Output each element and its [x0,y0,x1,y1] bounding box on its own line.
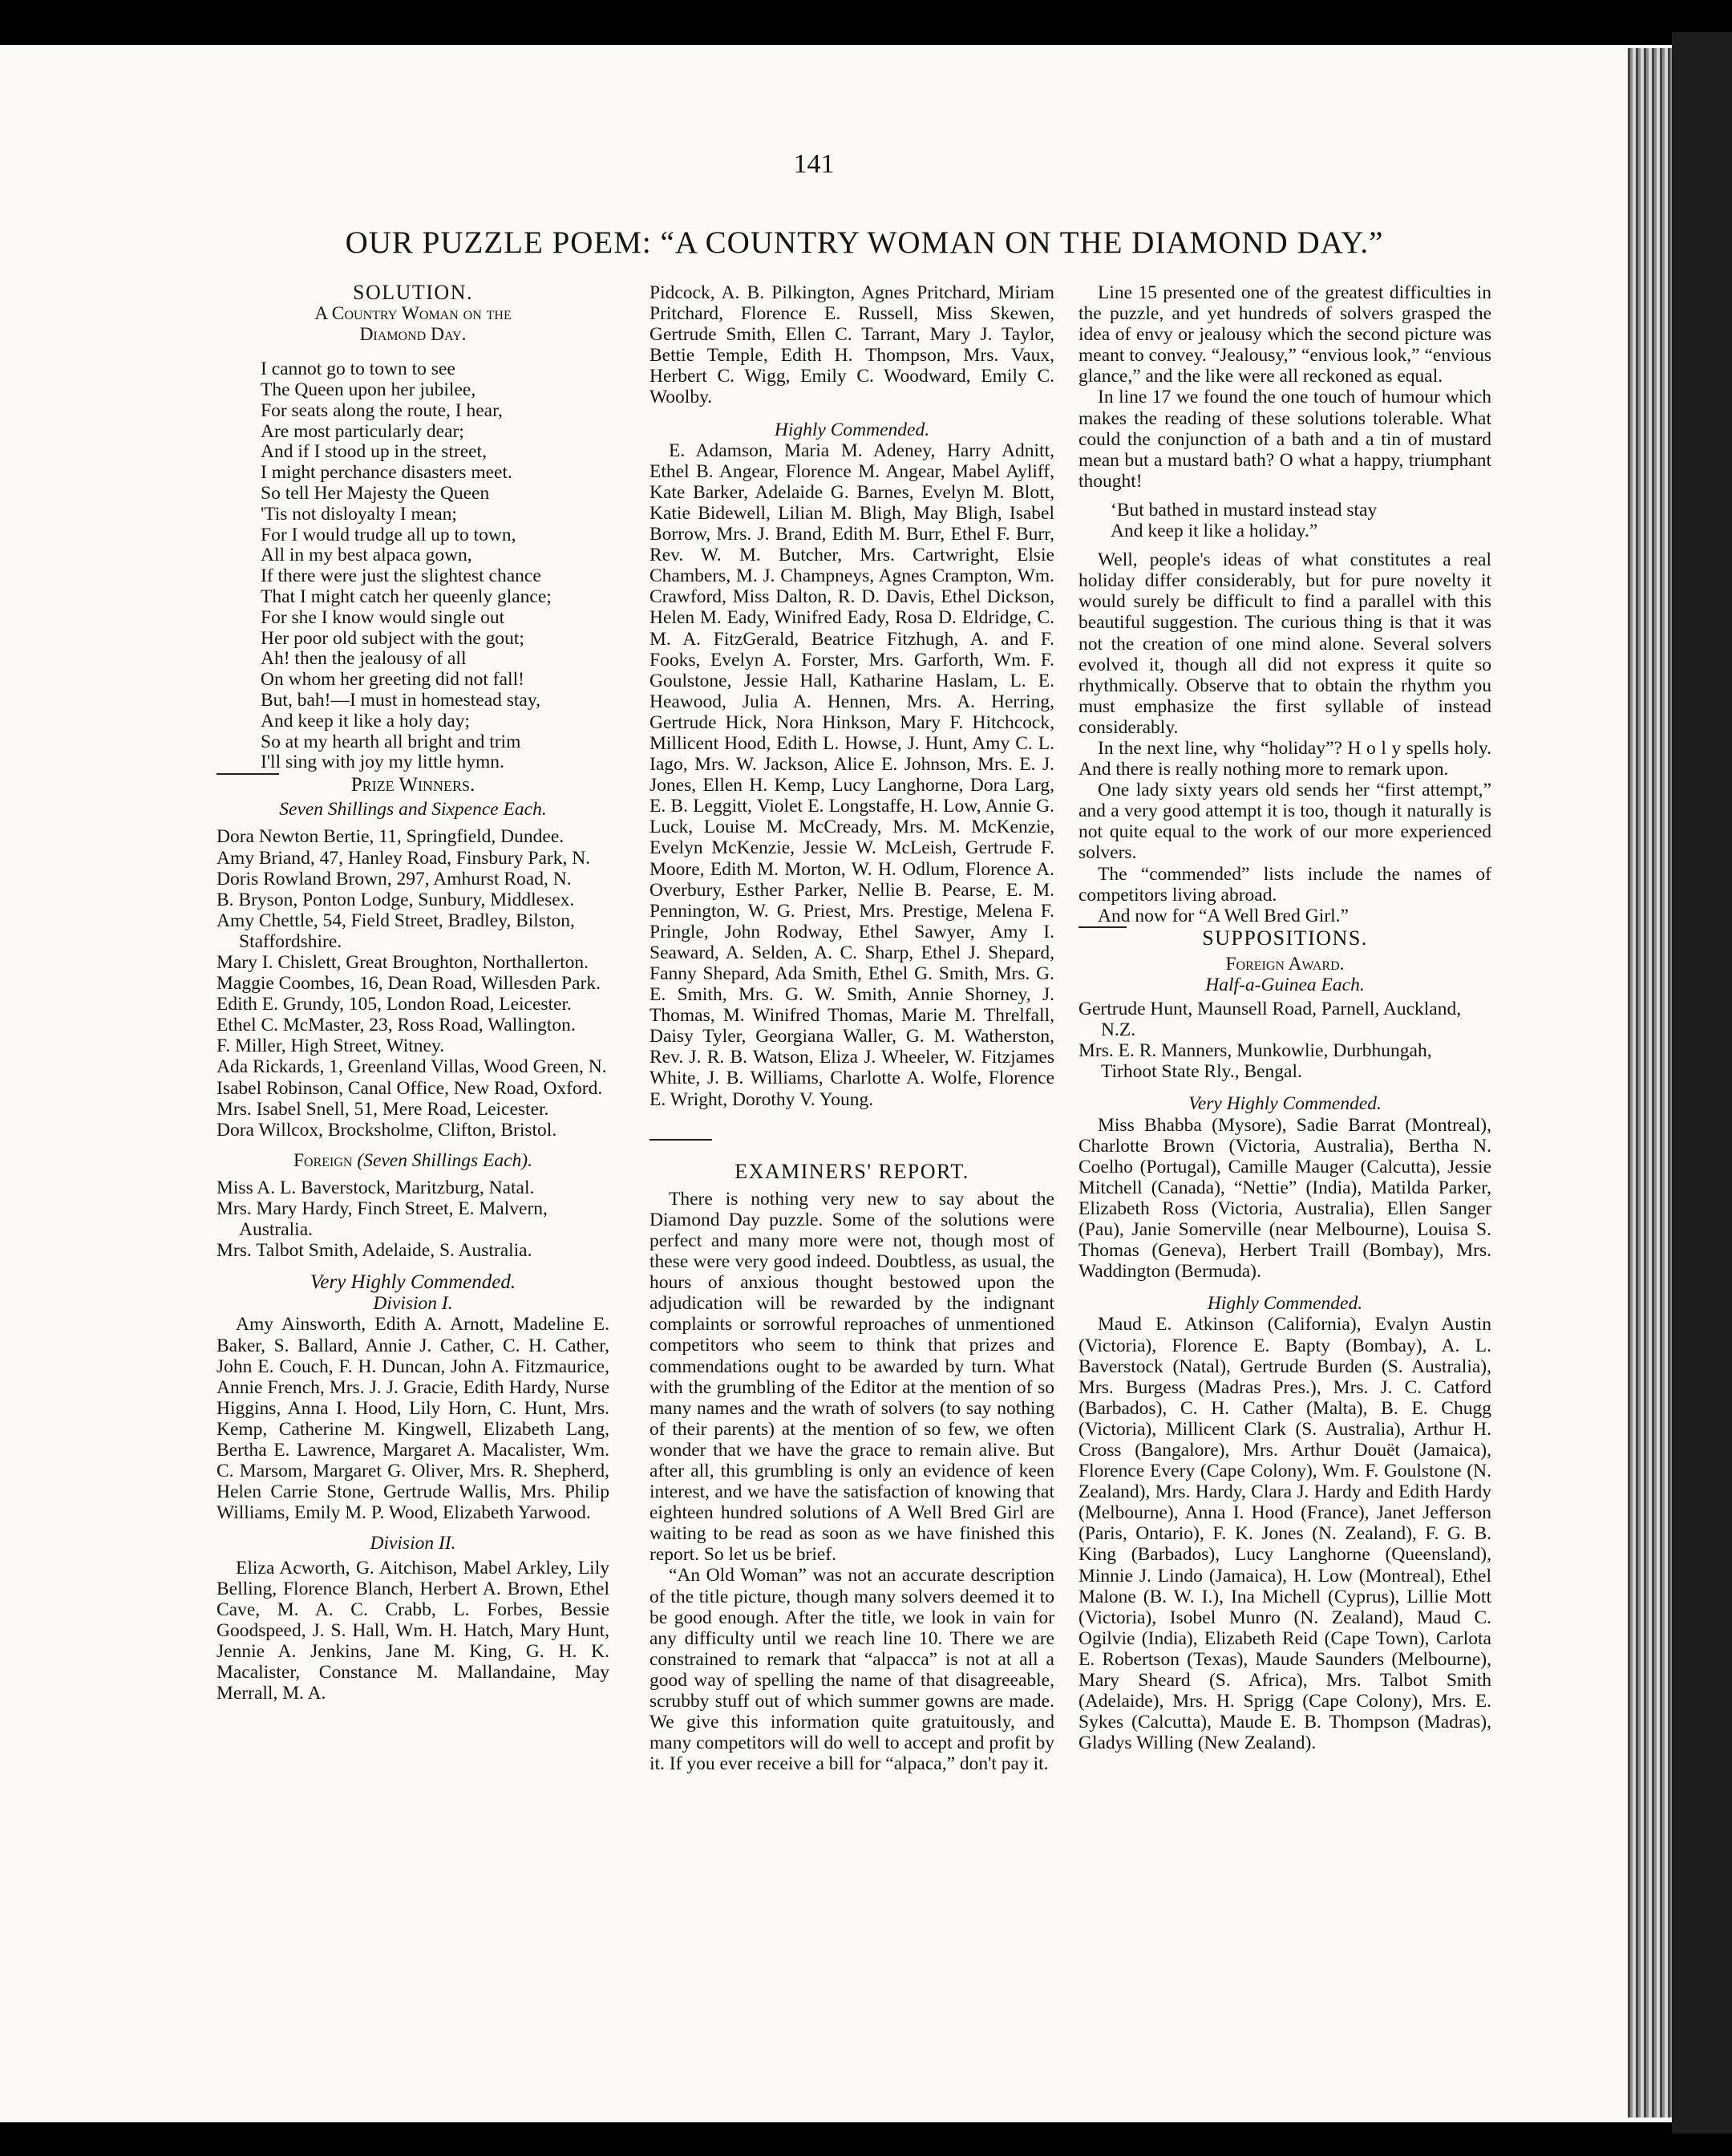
poem-line: For I would trudge all up to town, [261,524,516,545]
prize-winners-heading: Prize Winners. [350,774,475,796]
report-quote-line-1: ‘But bathed in mustard instead stay [1111,499,1378,521]
page-number: 141 [793,149,835,179]
prize-winners-list [216,826,609,1140]
foreign-label: Foreign [293,1149,353,1171]
prize-winner-entry: F. Miller, High Street, Witney. [216,1035,445,1057]
report-paragraph-7: One lady sixty years old sends her “first attempt,” and a very good attempt it is too, though it naturally is not quite equal to the work of our more experienced solvers. [1078,780,1491,864]
division-2-label: Division II. [370,1533,456,1554]
poem-title-line-2: Diamond Day. [359,324,467,346]
foreign-winner-entry: Miss A. L. Baverstock, Maritzburg, Natal. [216,1177,535,1198]
foreign-amount: (Seven Shillings Each). [357,1149,532,1171]
division-1-label: Division I. [373,1293,453,1315]
poem-line: On whom her greeting did not fall! [261,669,524,691]
prize-winner-entry: Mrs. Isabel Snell, 51, Mere Road, Leicester. [216,1098,549,1120]
prize-winner-entry: Edith E. Grundy, 105, London Road, Leicester. [216,994,572,1015]
poem-line: Her poor old subject with the gout; [261,627,524,649]
poem-title-line-1: A Country Woman on the [314,303,512,325]
foreign-winner-entry: Mrs. Talbot Smith, Adelaide, S. Australia. [216,1240,532,1262]
column-2 [650,282,1054,1774]
suppositions-heading: SUPPOSITIONS. [1202,926,1368,950]
report-paragraph-4: In line 17 we found the one touch of humour which makes the reading of these solutions tolerable. What could the conjunction of a bath and a tin of mustard mean but a mustard bath? O what a happy, triumphant thought! [1078,387,1491,492]
prize-winner-entry: Amy Chettle, 54, Field Street, Bradley, Bilston, Staffordshire. [216,910,575,952]
poem-line: So at my hearth all bright and trim [261,731,521,752]
poem-line: I cannot go to town to see [261,359,455,380]
hc-list: E. Adamson, Maria M. Adeney, Harry Adnitt, Ethel B. Angear, Florence M. Angear, Mabel Ayliff, Kate Barker, Adelaide G. Barnes, Evelyn M. Blott, Katie Bidewell, Lilian M. Bligh, May Bligh, Isabel Borrow, Mrs. J. Brand, Edith M. Burr, Ethel F. Burr, Rev. W. M. Butcher, Mrs. Cartwright, Elsie Chambers, M. J. Champneys, Agnes Crampton, Wm. Crawford, Miss Dalton, R. D. Davis, Ethel Dickson, Helen M. Eady, Winifred Eady, Rosa D. Eldridge, C. M. A. FitzGerald, Beatrice Fitzhugh, A. and F. Fooks, Evelyn A. Forster, Mrs. Garforth, Wm. F. Goulstone, Jessie Hall, Katharine Haslam, L. E. Heawood, Julia A. Hennen, Mrs. A. Herring, Gertrude Hick, Nora Hinkson, Mary F. Hitchcock, Millicent Hood, Edith L. Howse, J. Hunt, Amy C. L. Iago, Mrs. W. Jackson, Alice E. Johnson, Mrs. E. J. Jones, Ellen H. Kemp, Lucy Langhorne, Dora Larg, E. B. Leggitt, Violet E. Longstaffe, H. Low, Annie G. Luck, Louise M. McCready, Mrs. M. McKenzie, Evelyn McKenzie, Jessie W. McLeish, Gertrude F. Moore, Edith M. Morton, W. H. Odlum, Florence A. Overbury, Esther Parker, Nellie B. Pearse, E. M. Pennington, W. G. Priest, Mrs. Prestige, Melena F. Pringle, John Rodway, Ethel Sawyer, Amy I. Seaward, A. Selden, A. C. Sharp, Ethel J. Shepard, Fanny Shepard, Ada Smith, Ethel G. Smith, Mrs. G. E. Smith, Mrs. G. W. Smith, Annie Shorney, J. Thomas, M. Winifred Thomas, Marie M. Threlfall, Daisy Tyler, Georgiana Waller, G. M. Watherston, Rev. J. R. B. Watson, Eliza J. Wheeler, W. Fitzjames White, J. B. Williams, Charlotte A. Wolfe, Florence E. Wright, Dorothy V. Young. [650,440,1054,1110]
poem-line: The Queen upon her jubilee, [261,379,476,401]
report-quote-line-2: And keep it like a holiday.” [1111,521,1318,542]
poem-line: For seats along the route, I hear, [261,399,503,421]
poem-line: I might perchance disasters meet. [261,462,512,484]
poem-line: And if I stood up in the street, [261,441,487,463]
poem-line: If there were just the slightest chance [261,565,541,587]
report-paragraph-5: Well, people's ideas of what constitutes a real holiday differ considerably, but for pure novelty it would surely be difficult to find a parallel with this beautiful suggestion. The curious thing is that it was not the creation of one mind alone. Several solvers evolved it, though all did not express it quite so rhythmically. Observe that to obtain the rhythm you must emphasize the first syllable of instead considerably. [1078,549,1491,738]
poem-line: All in my best alpaca gown, [261,545,472,566]
poem-line: So tell Her Majesty the Queen [261,483,490,505]
poem-line: Ah! then the jealousy of all [261,648,467,670]
foreign-winners-list [216,1177,609,1261]
page-edge [1672,32,1732,2134]
division-2-list: Eliza Acworth, G. Aitchison, Mabel Arkley, Lily Belling, Florence Blanch, Herbert A. Brown, Ethel Cave, M. A. C. Crabb, L. Forbes, Bessie Goodspeed, J. S. Hall, Wm. H. Hatch, Mary Hunt, Jennie A. Jenkins, Jane M. King, G. H. K. Macalister, Constance M. Mallandaine, May Merrall, M. A. [216,1557,609,1704]
division-1-list: Amy Ainsworth, Edith A. Arnott, Madeline E. Baker, S. Ballard, Annie J. Cather, C. H. Cather, John E. Couch, F. H. Duncan, John A. Fitzmaurice, Annie French, Mrs. J. J. Gracie, Edith Hardy, Nurse Higgins, Anna I. Hood, Lily Horn, C. Hunt, Mrs. Kemp, Catherine M. Kingwell, Elizabeth Lang, Bertha E. Lawrence, Margaret A. Macalister, Wm. C. Marsom, Margaret G. Oliver, Mrs. R. Shepherd, Helen Carrie Stone, Gertrude Wallis, Mrs. Philip Williams, Emily M. P. Wood, Elizabeth Yarwood. [216,1314,609,1524]
supp-hc-list: Maud E. Atkinson (California), Evalyn Austin (Victoria), Florence E. Bapty (Bombay), A. L. Baverstock (Natal), Gertrude Burden (S. Australia), Mrs. Burgess (Madras Pres.), Mrs. J. C. Catford (Barbados), C. H. Cather (Malta), B. E. Chugg (Victoria), Millicent Clark (S. Australia), Arthur H. Cross (Bangalore), Mrs. Arthur Douët (Jamaica), Florence Every (Cape Colony), Wm. F. Goulstone (N. Zealand), Mrs. Hardy, Clara J. Hardy and Edith Hardy (Melbourne), Anna I. Hood (France), Janet Jefferson (Paris, Ontario), F. K. Jones (N. Zealand), F. G. B. King (Barbados), Lucy Langhorne (Queensland), Minnie J. Lindo (Jamaica), H. Low (Montreal), Ethel Malone (B. W. I.), Ina Michell (Cyprus), Lillie Mott (Victoria), Isobel Munro (N. Zealand), Maud C. Ogilvie (India), Elizabeth Reid (Cape Town), Carlota E. Robertson (Texas), Maude Saunders (Melbourne), Mary Sheard (S. Africa), Mrs. Talbot Smith (Adelaide), Mrs. H. Sprigg (Cape Colony), Mrs. E. Sykes (Calcutta), Maude E. B. Thompson (Madras), Gladys Willing (New Zealand). [1078,1314,1491,1754]
prize-winner-entry: Ethel C. McMaster, 23, Ross Road, Wallington. [216,1015,576,1036]
vhc-heading: Very Highly Commended. [310,1271,516,1294]
foreign-award-entry: Mrs. E. R. Manners, Munkowlie, Durbhungah, Tirhoot State Rly., Bengal. [1078,1040,1432,1083]
poem-line: But, bah!—I must in homestead stay, [261,690,540,711]
foreign-winner-entry: Mrs. Mary Hardy, Finch Street, E. Malvern, Australia. [216,1198,548,1241]
column-3 [1078,282,1491,1753]
supp-hc-heading: Highly Commended. [1207,1293,1363,1315]
solution-heading: SOLUTION. [353,281,473,304]
prize-winner-entry: Mary I. Chislett, Great Broughton, Northallerton. [216,951,589,973]
report-paragraph-1: There is nothing very new to say about the Diamond Day puzzle. Some of the solutions were perfect and many more were not, though most of these were very good indeed. Doubtless, as usual, the hours of anxious thought bestowed upon the adjudication will be rewarded by the indignant complaints or sorrowful reproaches of unmentioned competitors who seem to think that prizes and commendations ought to be awarded by turn. What with the grumbling of the Editor at the mention of so many names and the wrath of solvers (to say nothing of their parents) at the mention of so few, we often wonder that we have the grace to remain alive. But after all, this grumbling is only an evidence of keen interest, and we have the satisfaction of knowing that eighteen hundred solutions of A Well Bred Girl are waiting to be read as soon as we have finished this report. So let us be brief. [650,1188,1054,1566]
prize-winner-entry: B. Bryson, Ponton Lodge, Sunbury, Middlesex. [216,889,575,910]
report-paragraph-2: “An Old Woman” was not an accurate description of the title picture, though many solvers deemed it to be good enough. After the title, we look in vain for any difficulty until we reach line 10. There we are constrained to remark that “alpacca” is not at all a good way of spelling the name of that disagreeable, scrubby stuff out of which summer gowns are made. We give this information quite gratuitously, and many competitors will do well to accept and profit by it. If you ever receive a bill for “alpaca,” don't pay it. [650,1565,1054,1775]
section-divider [650,1139,712,1141]
page-headline: OUR PUZZLE POEM: “A COUNTRY WOMAN ON THE DIAMOND DAY.” [345,225,1384,260]
prize-winner-entry: Doris Rowland Brown, 297, Amhurst Road, N. [216,868,572,890]
prize-winner-entry: Amy Briand, 47, Hanley Road, Finsbury Park, N. [216,847,591,869]
prize-winner-entry: Dora Willcox, Brocksholme, Clifton, Bristol. [216,1119,557,1141]
half-guinea-heading: Half-a-Guinea Each. [1205,975,1365,995]
division-2-continued: Pidcock, A. B. Pilkington, Agnes Pritchard, Miriam Pritchard, Florence E. Russell, Miss Skewen, Gertrude Smith, Ellen C. Tarrant, Mary J. Taylor, Bettie Temple, Edith H. Thompson, Mrs. Vaux, Herbert C. Wigg, Emily C. Woodward, Emily C. Woolby. [650,282,1054,408]
poem-line: Are most particularly dear; [261,420,464,442]
prize-winner-entry: Maggie Coombes, 16, Dean Road, Willesden Park. [216,973,601,995]
supp-vhc-list: Miss Bhabba (Mysore), Sadie Barrat (Montreal), Charlotte Brown (Victoria, Australia), Bertha N. Coelho (Portugal), Camille Mauger (Calcutta), Jessie Mitchell (Canada), “Nettie” (India), Matilda Parker, Elizabeth Ross (Victoria, Australia), Ellen Sanger (Pau), Janie Somerville (near Melbourne), Louisa S. Thomas (Geneva), Herbert Traill (Bombay), Mrs. Waddington (Bermuda). [1078,1114,1491,1283]
prize-winner-entry: Isabel Robinson, Canal Office, New Road, Oxford. [216,1077,603,1099]
poem-line: That I might catch her queenly glance; [261,586,552,608]
supp-vhc-heading: Very Highly Commended. [1188,1093,1382,1115]
prize-winners-subheading: Seven Shillings and Sixpence Each. [279,799,547,821]
foreign-heading [216,1150,609,1171]
foreign-award-list [1078,999,1491,1082]
prize-winner-entry: Dora Newton Bertie, 11, Springfield, Dundee. [216,826,565,848]
hc-heading: Highly Commended. [774,419,930,440]
poem-line: For she I know would single out [261,606,505,628]
poem-line: And keep it like a holy day; [261,710,471,732]
examiners-report-heading: EXAMINERS' REPORT. [734,1159,969,1183]
column-1 [216,282,609,1704]
prize-winner-entry: Ada Rickards, 1, Greenland Villas, Wood Green, N. [216,1056,607,1078]
poem-line: 'Tis not disloyalty I mean; [261,503,457,525]
report-paragraph-8: The “commended” lists include the names of competitors living abroad. [1078,863,1491,906]
report-paragraph-9: And now for “A Well Bred Girl.” [1098,905,1349,926]
poem-line: I'll sing with joy my little hymn. [261,752,504,773]
foreign-award-heading: Foreign Award. [1225,953,1345,975]
report-paragraph-6: In the next line, why “holiday”? H o l y spells holy. And there is really nothing more to remark upon. [1078,737,1491,780]
solution-poem [216,359,609,773]
report-paragraph-3: Line 15 presented one of the greatest difficulties in the puzzle, and yet hundreds of solvers grasped the idea of envy or jealousy which the second picture was meant to convey. “Jealousy,” “envious look,” “envious glance,” and the like were all reckoned as equal. [1078,282,1491,387]
foreign-award-entry: Gertrude Hunt, Maunsell Road, Parnell, Auckland, N.Z. [1078,999,1462,1041]
